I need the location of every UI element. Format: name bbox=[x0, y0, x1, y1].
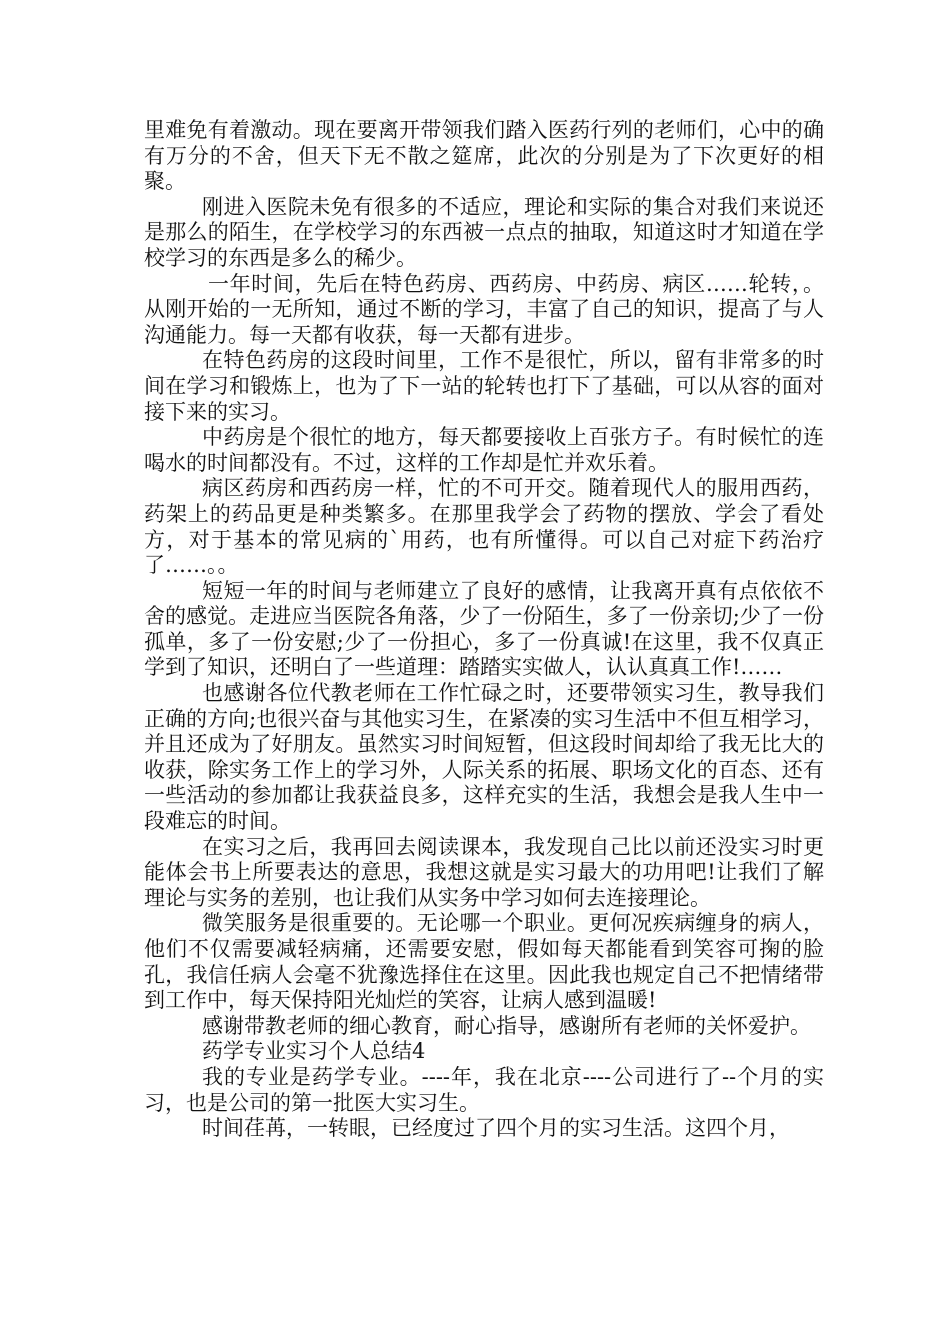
paragraph-theory-practice: 在实习之后，我再回去阅读课本，我发现自己比以前还没实习时更能体会书上所要表达的意思，我想这就是实习最大的功用吧!让我们了解理论与实务的差别，也让我们从实务中学习如何去连接理论。 bbox=[144, 834, 824, 910]
paragraph-time-passes: 时间荏苒，一转眼，已经度过了四个月的实习生活。这四个月， bbox=[202, 1116, 790, 1141]
section-heading: 药学专业实习个人总结4 bbox=[202, 1039, 426, 1064]
paragraph-continued: 里难免有着激动。现在要离开带领我们踏入医药行列的老师们，心中的确有万分的不舍，但天下无不散之筵席，此次的分别是为了下次更好的相聚。 bbox=[144, 118, 824, 194]
paragraph-feelings: 短短一年的时间与老师建立了良好的感情，让我离开真有点依依不舍的感觉。走进应当医院各角落，少了一份陌生，多了一份亲切;少了一份孤单，多了一份安慰;少了一份担心，多了一份真诚!在这里，我不仅真正学到了知识，还明白了一些道理：踏踏实实做人，认认真真工作!…… bbox=[144, 578, 824, 680]
paragraph-chinese-pharmacy: 中药房是个很忙的地方，每天都要接收上百张方子。有时候忙的连喝水的时间都没有。不过，这样的工作却是忙并欢乐着。 bbox=[144, 425, 824, 475]
paragraph-hospital-adjustment: 刚进入医院未免有很多的不适应，理论和实际的集合对我们来说还是那么的陌生，在学校学习的东西被一点点的抽取，知道这时才知道在学校学习的东西是多么的稀少。 bbox=[144, 194, 824, 270]
paragraph-major: 我的专业是药学专业。----年，我在北京----公司进行了--个月的实习，也是公司的第一批医大实习生。 bbox=[144, 1064, 824, 1115]
paragraph-specialty-pharmacy: 在特色药房的这段时间里，工作不是很忙，所以，留有非常多的时间在学习和锻炼上，也为了下一站的轮转也打下了基础，可以从容的面对接下来的实习。 bbox=[144, 348, 824, 424]
document-body bbox=[144, 118, 824, 1142]
paragraph-smile-service: 微笑服务是很重要的。无论哪一个职业。更何况疾病缠身的病人，他们不仅需要减轻病痛，还需要安慰，假如每天都能看到笑容可掬的脸孔，我信任病人会毫不犹豫选择住在这里。因此我也规定自己不把情绪带到工作中，每天保持阳光灿烂的笑容，让病人感到温暖! bbox=[144, 911, 824, 1013]
paragraph-ward-pharmacy: 病区药房和西药房一样，忙的不可开交。随着现代人的服用西药，药架上的药品更是种类繁多。在那里我学会了药物的摆放、学会了看处方，对于基本的常见病的`用药，也有所懂得。可以自己对症下药治疗了……。。 bbox=[144, 476, 824, 578]
paragraph-gratitude: 感谢带教老师的细心教育，耐心指导，感谢所有老师的关怀爱护。 bbox=[202, 1013, 811, 1038]
paragraph-thanks-teachers: 也感谢各位代教老师在工作忙碌之时，还要带领实习生，教导我们正确的方向;也很兴奋与其他实习生，在紧凑的实习生活中不但互相学习，并且还成为了好朋友。虽然实习时间短暂，但这段时间却给了我无比大的收获，除实务工作上的学习外，人际关系的拓展、职场文化的百态、还有一些活动的参加都让我获益良多，这样充实的生活，我想会是我人生中一段难忘的时间。 bbox=[144, 681, 824, 834]
paragraph-rotation: 一年时间，先后在特色药房、西药房、中药房、病区……轮转，。从刚开始的一无所知，通过不断的学习，丰富了自己的知识，提高了与人沟通能力。每一天都有收获，每一天都有进步。 bbox=[144, 271, 824, 347]
